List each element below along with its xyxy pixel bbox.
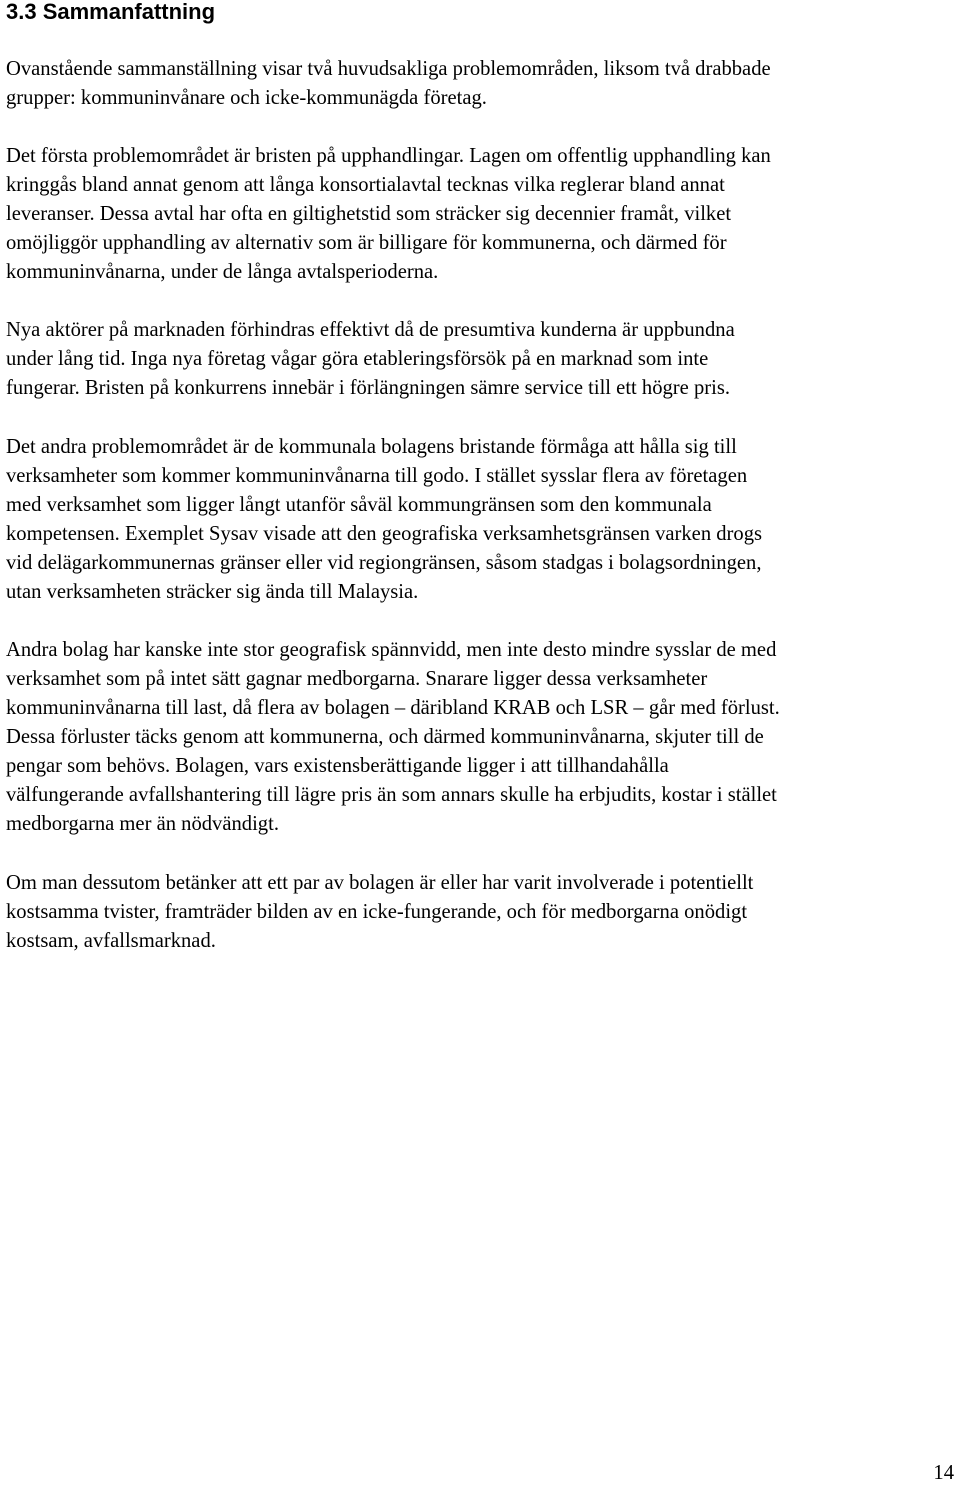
text-line: Ovanstående sammanställning visar två huvudsakliga problemområden, liksom två drabbade: [6, 58, 771, 80]
text-line: kostsamma tvister, framträder bilden av en icke-fungerande, och för medborgarna onödigt: [6, 901, 748, 923]
text-line: Nya aktörer på marknaden förhindras effektivt då de presumtiva kunderna är uppbundna: [6, 319, 735, 341]
text-line: kommuninvånarna, under de långa avtalsperioderna.: [6, 261, 439, 283]
paragraph-other-companies: [6, 636, 780, 839]
text-line: med verksamhet som ligger långt utanför såväl kommungränsen som den kommunala: [6, 494, 712, 516]
text-line: Om man dessutom betänker att ett par av bolagen är eller har varit involverade i potentiellt: [6, 872, 754, 894]
paragraph-intro: [6, 55, 771, 113]
text-line: under lång tid. Inga nya företag vågar göra etableringsförsök på en marknad som inte: [6, 348, 709, 370]
text-line: verksamheter som kommer kommuninvånarna till godo. I stället sysslar flera av företagen: [6, 465, 748, 487]
page-number: 14: [933, 1462, 954, 1484]
paragraph-conclusion: [6, 869, 753, 956]
text-line: medborgarna mer än nödvändigt.: [6, 813, 279, 835]
text-line: Andra bolag har kanske inte stor geografisk spännvidd, men inte desto mindre sysslar de med: [6, 639, 777, 661]
text-line: omöjliggör upphandling av alternativ som är billigare för kommunerna, och därmed för: [6, 232, 727, 254]
text-line: verksamhet som på intet sätt gagnar medborgarna. Snarare ligger dessa verksamheter: [6, 668, 708, 690]
paragraph-first-problem: [6, 142, 771, 287]
paragraph-new-actors: [6, 316, 735, 403]
text-line: välfungerande avfallshantering till lägre pris än som annars skulle ha erbjudits, kostar i stället: [6, 784, 777, 806]
text-line: fungerar. Bristen på konkurrens innebär i förlängningen sämre service till ett högre pris.: [6, 377, 730, 399]
text-line: Det första problemområdet är bristen på upphandlingar. Lagen om offentlig upphandling kan: [6, 145, 771, 167]
text-line: grupper: kommuninvånare och icke-kommunägda företag.: [6, 87, 487, 109]
paragraph-second-problem: [6, 433, 762, 607]
text-line: Det andra problemområdet är de kommunala bolagens bristande förmåga att hålla sig till: [6, 436, 737, 458]
text-line: leveranser. Dessa avtal har ofta en giltighetstid som sträcker sig decennier framåt, vilket: [6, 203, 732, 225]
text-line: pengar som behövs. Bolagen, vars existensberättigande ligger i att tillhandahålla: [6, 755, 669, 777]
text-line: Dessa förluster täcks genom att kommunerna, och därmed kommuninvånarna, skjuter till de: [6, 726, 764, 748]
text-line: kostsam, avfallsmarknad.: [6, 930, 216, 952]
section-heading: 3.3 Sammanfattning: [6, 0, 216, 24]
text-line: kommuninvånarna till last, då flera av bolagen – däribland KRAB och LSR – går med förlust.: [6, 697, 780, 719]
text-line: utan verksamheten sträcker sig ända till Malaysia.: [6, 581, 419, 603]
text-line: kringgås bland annat genom att långa konsortialavtal tecknas vilka reglerar bland annat: [6, 174, 725, 196]
text-line: vid delägarkommunernas gränser eller vid regiongränsen, såsom stadgas i bolagsordningen,: [6, 552, 762, 574]
text-line: kompetensen. Exemplet Sysav visade att den geografiska verksamhetsgränsen varken drogs: [6, 523, 763, 545]
